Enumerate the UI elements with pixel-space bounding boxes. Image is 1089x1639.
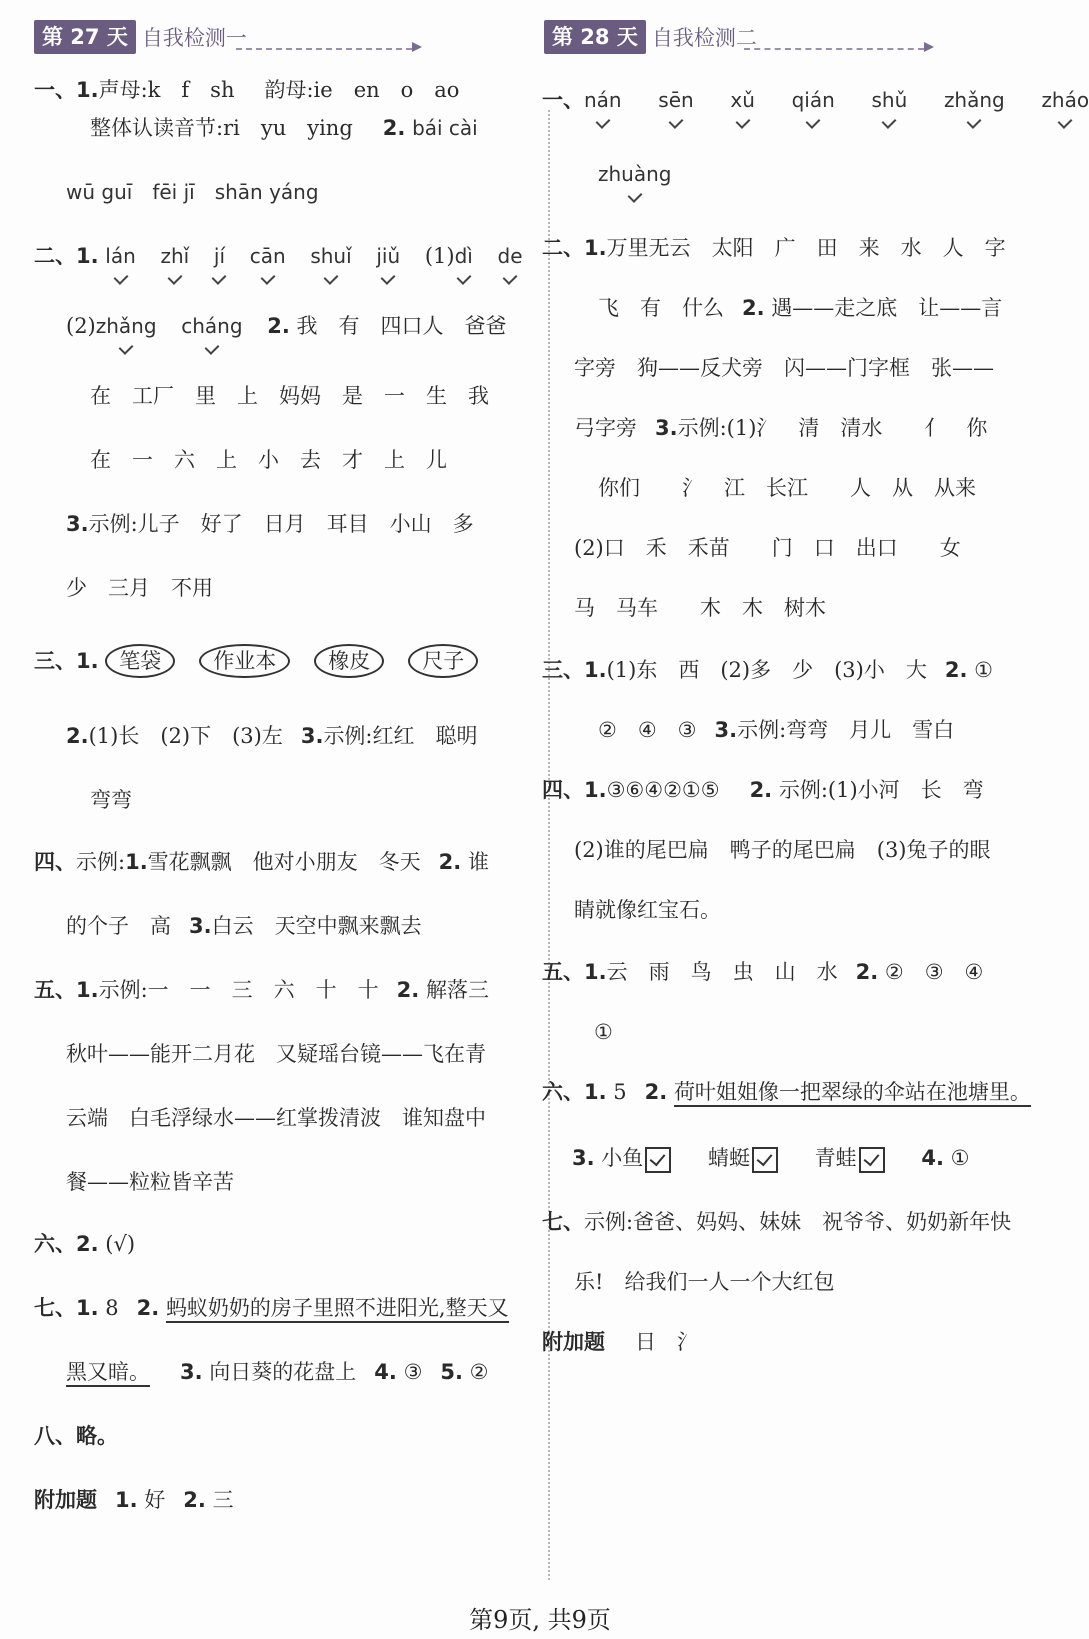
- pinyin-choice: qián: [792, 84, 835, 116]
- extra-question-line: [34, 1484, 234, 1516]
- answer-line: [66, 910, 422, 942]
- item-number: 1.: [584, 236, 607, 260]
- pinyin-choice: cháng: [181, 310, 242, 342]
- answer-text: ③⑥④②①⑤: [606, 778, 720, 802]
- item-number: 3.: [655, 416, 678, 440]
- pinyin-choice: zhuàng: [598, 158, 671, 190]
- extra-question-line: [542, 1326, 698, 1358]
- answer-text: 韵母:ie en o ao: [264, 78, 460, 102]
- answer-text: 云 雨 鸟 虫 山 水: [606, 960, 838, 984]
- section-label: 五、: [542, 960, 584, 984]
- item-number: 2.: [742, 296, 765, 320]
- section-label: 附加题: [34, 1488, 97, 1512]
- answer-line: [34, 846, 489, 878]
- item-number: 2.: [267, 314, 290, 338]
- item-number: 1.: [76, 649, 99, 673]
- answer-line: [542, 654, 993, 686]
- answer-text: 雪花飘飘 他对小朋友 冬天: [147, 850, 421, 874]
- answer-text: 青蛙: [814, 1146, 857, 1170]
- item-number: 2.: [66, 724, 89, 748]
- section-label: 七、: [542, 1210, 584, 1234]
- checked-box-icon: [645, 1147, 671, 1173]
- answer-line: [542, 232, 1006, 264]
- item-number: 2.: [644, 1080, 668, 1104]
- header-arrow-icon: [924, 42, 934, 52]
- answer-text: 好: [144, 1488, 166, 1512]
- pinyin-choice: shuǐ: [310, 240, 351, 272]
- answer-text: 谁: [467, 850, 489, 874]
- answer-line: 在 工厂 里 上 妈妈 是 一 生 我: [90, 384, 489, 408]
- answer-line: 睛就像红宝石。: [574, 898, 721, 922]
- answer-text: 5: [613, 1080, 627, 1104]
- item-number: 2.: [944, 658, 968, 682]
- answer-text: 8: [105, 1296, 119, 1320]
- item-number: 3.: [300, 724, 324, 748]
- pinyin-choice: shǔ: [871, 84, 907, 116]
- item-number: 4.: [921, 1146, 944, 1170]
- section-label: 五、: [34, 978, 76, 1002]
- underlined-answer: 蚂蚁奶奶的房子里照不进阳光,整天又: [166, 1296, 509, 1323]
- item-number: 2.: [76, 1232, 99, 1256]
- section-label: 二、: [34, 244, 76, 268]
- pinyin-choice: nán: [584, 84, 622, 116]
- section-label: 六、: [542, 1080, 584, 1104]
- answer-text: ①: [974, 658, 993, 682]
- answer-line: [572, 1142, 969, 1174]
- answer-text: ②: [469, 1360, 489, 1384]
- pinyin-choice: jiǔ: [376, 240, 400, 272]
- answer-text: 我 有 四口人 爸爸: [296, 314, 507, 338]
- page-footer: 第9页, 共9页: [469, 1606, 611, 1634]
- answer-text: 声母:k f sh: [98, 78, 235, 102]
- answer-line: 你们 氵 江 长江 人 从 从来: [598, 476, 976, 500]
- circled-word: 笔袋: [105, 644, 175, 678]
- answer-text: 向日葵的花盘上: [209, 1360, 357, 1384]
- section-label: 三、: [34, 649, 76, 673]
- answer-text: 飞 有 什么: [598, 296, 724, 320]
- pinyin-choice: dì: [455, 240, 473, 272]
- section-label: 四、: [542, 778, 584, 802]
- checked-box-icon: [859, 1147, 885, 1173]
- answer-line: [34, 1228, 135, 1260]
- answer-text: 示例:: [76, 850, 126, 874]
- answer-line: [34, 974, 489, 1006]
- item-number: 1.: [584, 1080, 607, 1104]
- pinyin-choice: de: [498, 240, 523, 272]
- answer-line: [66, 1356, 489, 1388]
- item-number: 2.: [749, 778, 773, 802]
- answer-line: [66, 508, 474, 540]
- day28-title: 自我检测二: [651, 26, 757, 50]
- item-number: 2.: [183, 1488, 206, 1512]
- answer-text: 示例:红红 聪明: [323, 724, 478, 748]
- section-label: 一、: [34, 78, 76, 102]
- answer-line: 在 一 六 上 小 去 才 上 儿: [90, 448, 447, 472]
- answer-line: [34, 240, 523, 272]
- answer-text: (√): [105, 1232, 136, 1256]
- column-divider: [548, 110, 550, 1580]
- item-number: 3.: [189, 914, 212, 938]
- header-dashed-line: [744, 48, 924, 50]
- answer-line: [542, 1206, 1011, 1238]
- answer-line: 乐! 给我们一人一个大红包: [574, 1270, 835, 1294]
- item-number: 1.: [584, 778, 607, 802]
- answer-text: ② ③ ④: [884, 960, 984, 984]
- answer-text: 蜻蜓: [707, 1146, 750, 1170]
- item-number: 5.: [440, 1360, 463, 1384]
- answer-line: 餐——粒粒皆辛苦: [66, 1170, 234, 1194]
- answer-text: 三: [212, 1488, 234, 1512]
- day27-header: [34, 20, 247, 54]
- answer-line: 弯弯: [90, 788, 132, 812]
- pinyin-choice: xǔ: [730, 84, 755, 116]
- answer-text: (1)长 (2)下 (3)左: [88, 724, 283, 748]
- pinyin-choice: lán: [105, 240, 136, 272]
- answer-line: (2)口 禾 禾苗 门 口 出口 女: [574, 536, 961, 560]
- answer-text: (1)东 西 (2)多 少 (3)小 大: [606, 658, 927, 682]
- answer-pinyin: bái cài: [412, 116, 478, 140]
- answer-line: [66, 310, 507, 342]
- answer-line: [542, 1076, 1031, 1108]
- pinyin-choice: zhǎng: [944, 84, 1005, 116]
- item-number: 1.: [76, 1296, 99, 1320]
- answer-text: 示例:(1)小河 长 弯: [778, 778, 984, 802]
- answer-line: [542, 956, 983, 988]
- circled-word: 尺子: [408, 644, 478, 678]
- answer-text: ③: [403, 1360, 423, 1384]
- item-number: 1.: [76, 78, 99, 102]
- answer-line: [34, 644, 502, 676]
- circled-word: 橡皮: [314, 644, 384, 678]
- section-label: 三、: [542, 658, 584, 682]
- section-label: 附加题: [542, 1330, 605, 1354]
- answer-text: 日 氵: [635, 1330, 698, 1354]
- answer-line: wū guī fēi jī shān yáng: [66, 180, 319, 204]
- answer-text: 整体认读音节:ri yu ying: [90, 116, 353, 140]
- answer-line: 云端 白毛浮绿水——红掌拨清波 谁知盘中: [66, 1106, 486, 1130]
- item-number: 3.: [180, 1360, 203, 1384]
- item-number: 3.: [66, 512, 89, 536]
- pinyin-choice: zhǐ: [160, 240, 189, 272]
- answer-text: 遇——走之底 让——言: [771, 296, 1003, 320]
- item-number: 2.: [382, 116, 406, 140]
- answer-line: [598, 292, 1002, 324]
- day27-title: 自我检测一: [141, 26, 247, 50]
- item-number: 1.: [115, 1488, 138, 1512]
- checked-box-icon: [752, 1147, 778, 1173]
- item-number: 3.: [714, 718, 738, 742]
- answer-line: 八、略。: [34, 1424, 118, 1448]
- answer-line: [542, 774, 984, 806]
- answer-text: 示例:弯弯 月儿 雪白: [737, 718, 955, 742]
- answer-text: 白云 天空中飘来飘去: [211, 914, 422, 938]
- answer-text: 解落三: [425, 978, 489, 1002]
- item-number: 1.: [584, 960, 607, 984]
- underlined-answer: 黑又暗。: [66, 1360, 150, 1387]
- header-arrow-icon: [412, 42, 422, 52]
- section-label: 一、: [542, 88, 584, 112]
- header-dashed-line: [236, 48, 412, 50]
- answer-text: 的个子 高: [66, 914, 171, 938]
- item-number: 2.: [438, 850, 462, 874]
- answer-text: 示例:一 一 三 六 十 十: [98, 978, 379, 1002]
- answer-text: 弓字旁: [574, 416, 637, 440]
- pinyin-choice: zhǎng: [96, 310, 157, 342]
- item-number: 1.: [76, 244, 99, 268]
- answer-line: [598, 714, 954, 746]
- item-number: 2.: [136, 1296, 160, 1320]
- pinyin-choice: jí: [214, 240, 225, 272]
- item-number: 2.: [396, 978, 420, 1002]
- day28-tag: 第 28 天: [544, 20, 646, 54]
- answer-text: 示例:爸爸、妈妈、妹妹 祝爷爷、奶奶新年快: [584, 1210, 1012, 1234]
- day27-tag: 第 27 天: [34, 20, 136, 54]
- answer-line: [90, 112, 478, 144]
- answer-line: [66, 720, 478, 752]
- pinyin-choice: cān: [250, 240, 286, 272]
- item-number: 1.: [584, 658, 607, 682]
- answer-line: (2)谁的尾巴扁 鸭子的尾巴扁 (3)兔子的眼: [574, 838, 991, 862]
- answer-line: [34, 1292, 509, 1324]
- answer-text: ①: [950, 1146, 970, 1170]
- section-label: 四、: [34, 850, 76, 874]
- item-number: 3.: [572, 1146, 595, 1170]
- pinyin-choice: sēn: [658, 84, 693, 116]
- item-number: 2.: [855, 960, 879, 984]
- answer-text: 示例:儿子 好了 日月 耳目 小山 多: [88, 512, 474, 536]
- answer-line: 少 三月 不用: [66, 576, 213, 600]
- answer-line: [34, 74, 459, 106]
- item-number: 4.: [374, 1360, 397, 1384]
- answer-text: 万里无云 太阳 广 田 来 水 人 字: [606, 236, 1006, 260]
- answer-line: 字旁 狗——反犬旁 闪——门字框 张——: [574, 356, 994, 380]
- sub-number: (1): [424, 244, 455, 268]
- answer-text: 示例:(1)氵 清 清水 亻 你: [677, 416, 988, 440]
- section-label: 二、: [542, 236, 584, 260]
- day28-header: [544, 20, 757, 54]
- circled-word: 作业本: [199, 644, 290, 678]
- item-number: 1.: [125, 850, 148, 874]
- section-label: 七、: [34, 1296, 76, 1320]
- answer-line: [574, 412, 987, 444]
- answer-line: 马 马车 木 木 树木: [574, 596, 826, 620]
- section-label: 六、: [34, 1232, 76, 1256]
- answer-text: 小鱼: [601, 1146, 644, 1170]
- answer-line: ①: [594, 1020, 613, 1044]
- answer-line: [598, 158, 671, 190]
- answer-line: [542, 84, 1089, 116]
- item-number: 1.: [76, 978, 99, 1002]
- underlined-answer: 荷叶姐姐像一把翠绿的伞站在池塘里。: [674, 1080, 1031, 1107]
- pinyin-choice: zháo: [1041, 84, 1089, 116]
- answer-line: 秋叶——能开二月花 又疑瑶台镜——飞在青: [66, 1042, 486, 1066]
- answer-text: ② ④ ③: [598, 718, 697, 742]
- sub-number: (2): [66, 314, 96, 338]
